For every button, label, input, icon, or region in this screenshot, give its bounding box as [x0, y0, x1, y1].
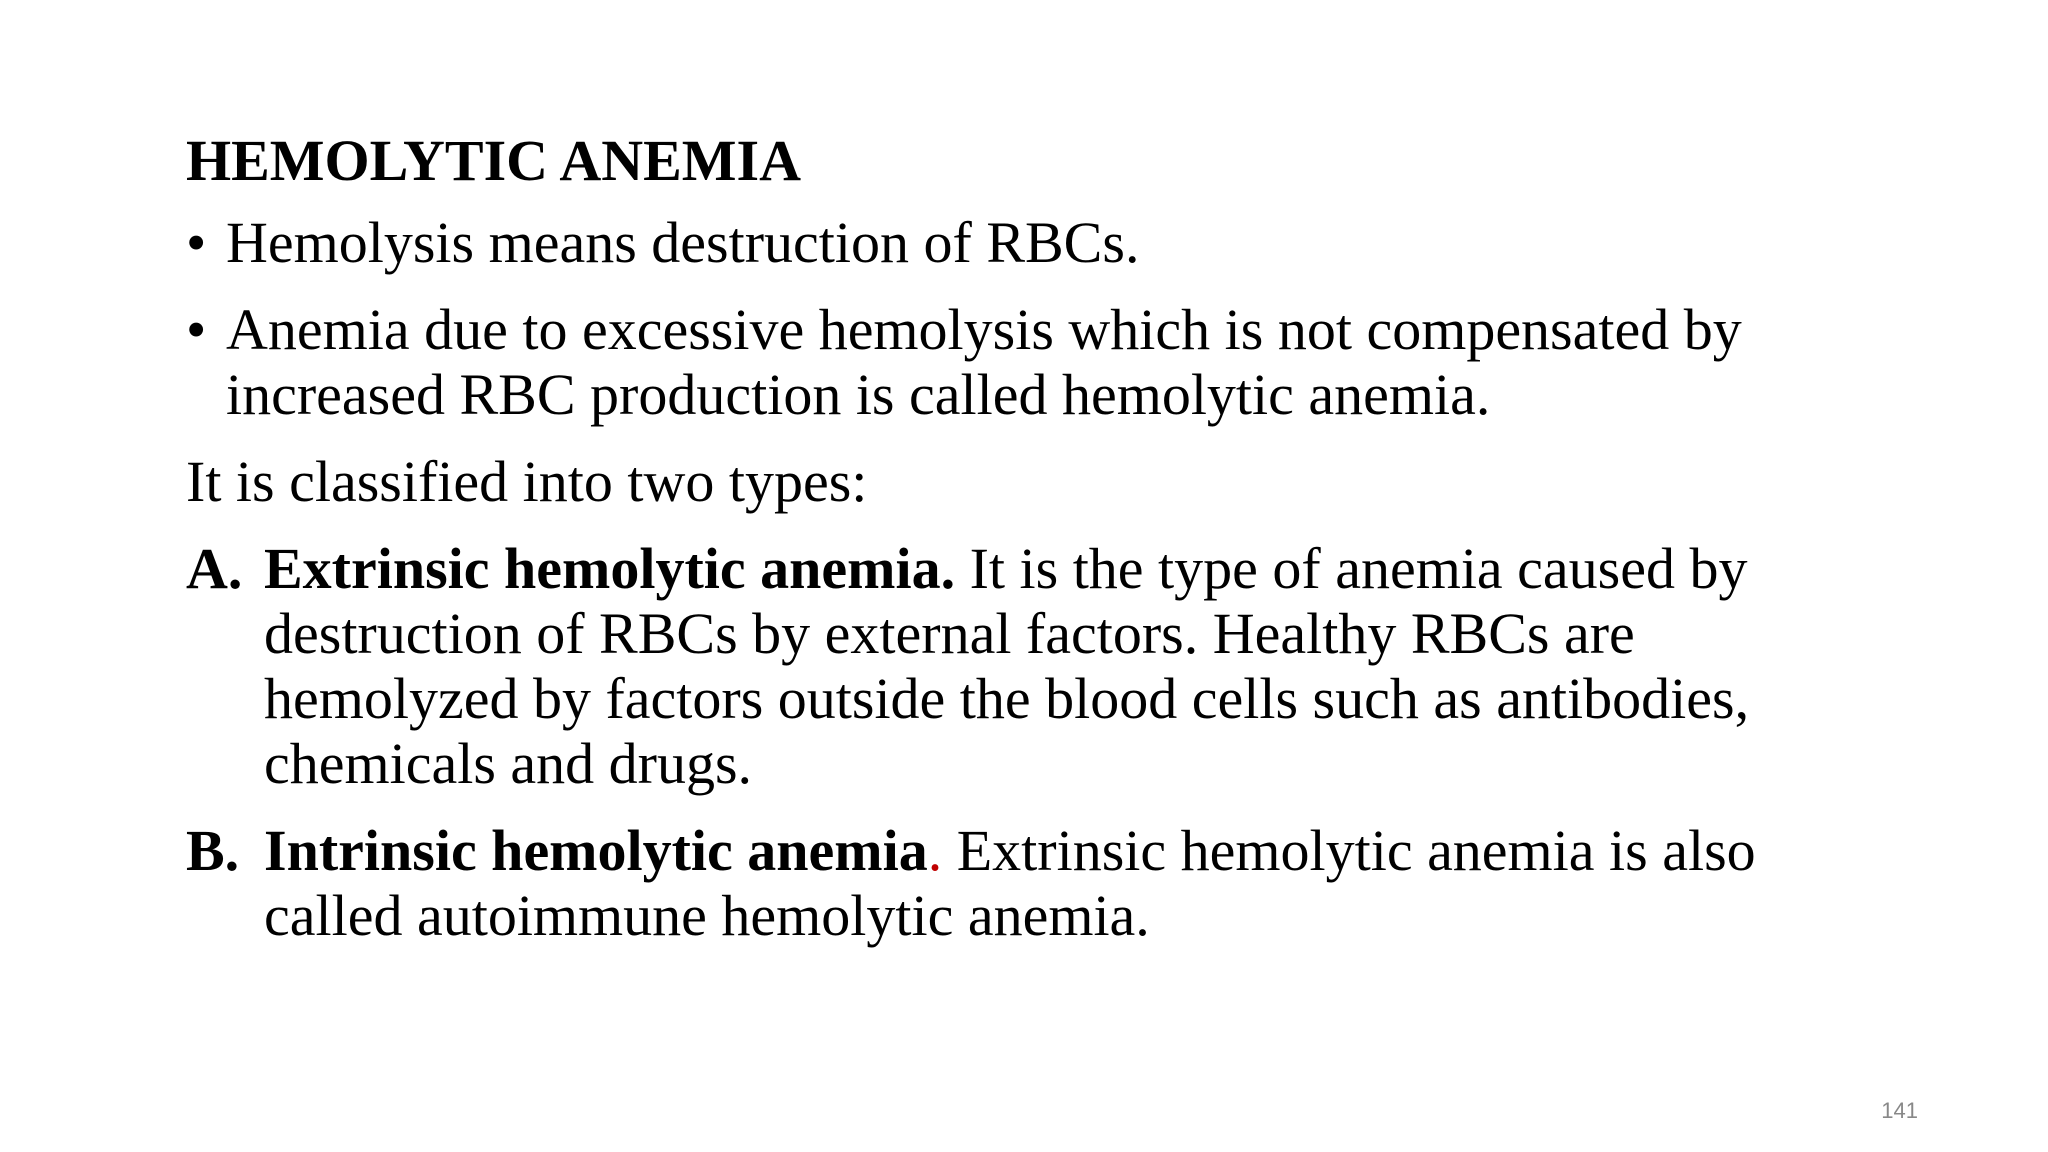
- term-period: .: [927, 818, 943, 883]
- bullet-icon: •: [186, 210, 207, 275]
- page-number: 141: [1881, 1098, 1918, 1123]
- bullet-icon: •: [186, 297, 207, 362]
- bullet-text: Hemolysis means destruction of RBCs.: [226, 210, 1140, 275]
- type-description: Extrinsic hemolytic anemia is also called autoimmune hemolytic anemia.: [264, 818, 1756, 948]
- type-item-b: [186, 818, 1866, 948]
- type-letter: B.: [186, 818, 240, 883]
- classification-intro: It is classified into two types:: [186, 449, 868, 514]
- slide-title: HEMOLYTIC ANEMIA: [186, 128, 802, 193]
- type-item-a: [186, 536, 1866, 796]
- bullet-item: [186, 297, 1866, 427]
- bullet-item: [186, 210, 1866, 275]
- type-term: Extrinsic hemolytic anemia.: [264, 536, 956, 601]
- type-term: Intrinsic hemolytic anemia: [264, 818, 928, 883]
- slide-content: [186, 126, 1866, 970]
- type-description: It is the type of anemia caused by destruction of RBCs by external factors. Healthy RBCs are hemolyzed by factors outside the blood cells such as antibodies, chemicals and drugs.: [264, 536, 1750, 796]
- bullet-text: Anemia due to excessive hemolysis which is not compensated by increased RBC production is called hemolytic anemia.: [226, 297, 1742, 427]
- type-letter: A.: [186, 536, 243, 601]
